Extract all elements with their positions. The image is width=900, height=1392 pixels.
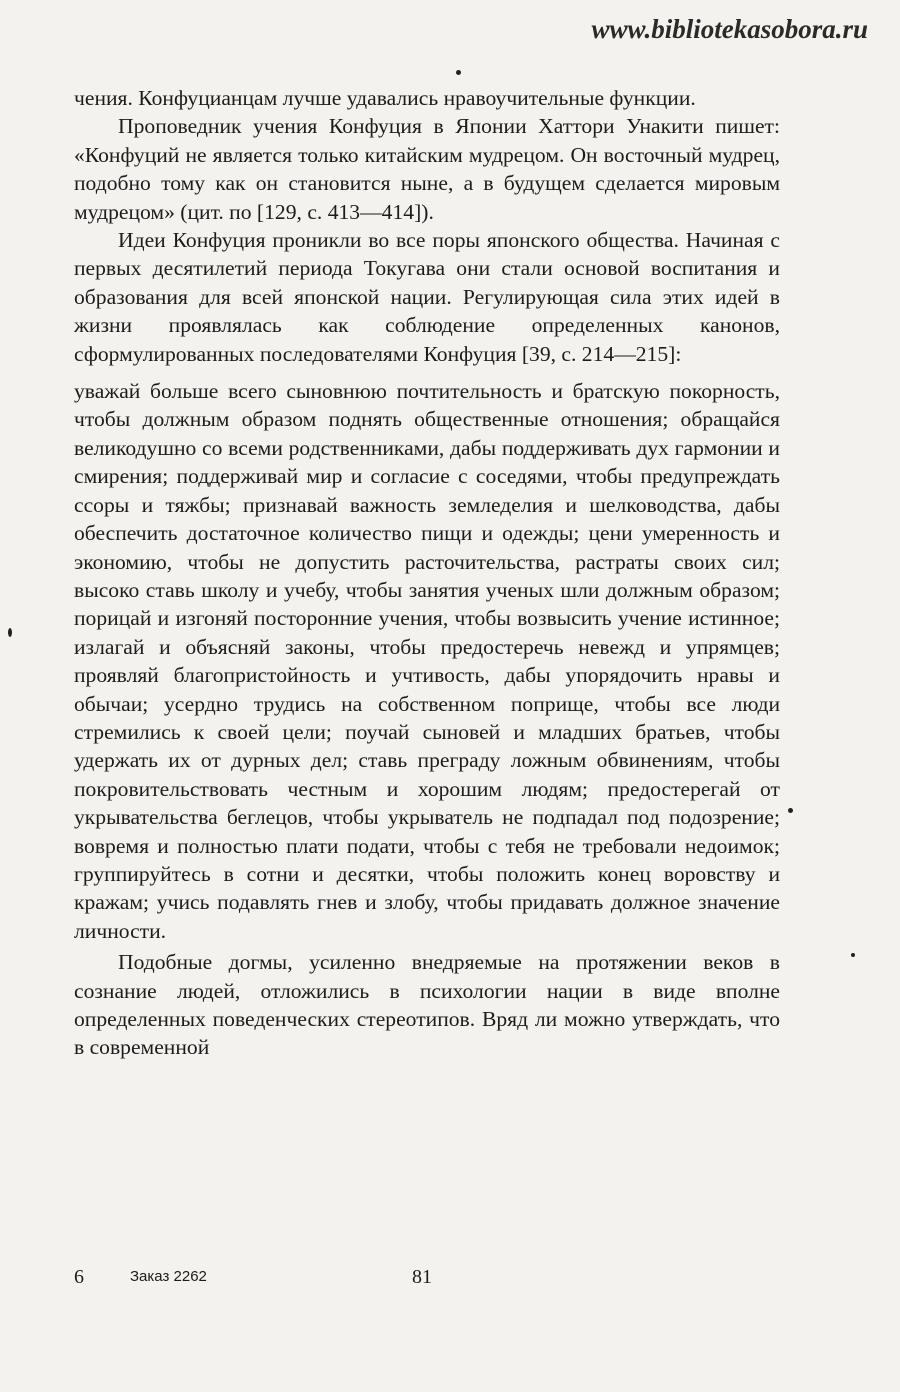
page-number: 81 bbox=[412, 1266, 432, 1288]
signature-number: 6 bbox=[74, 1266, 84, 1288]
paragraph-confucian-ideas: Идеи Конфуция проникли во все поры японского общества. Начиная с первых десятилетий периода Токугава они стали основой воспитания и образования для всей японской нации. Регулирующая сила этих идей в жизни проявлялась как соблюдение определенных канонов, сформулированных последователями Конфуция [39, с. 214—215]: bbox=[74, 228, 780, 366]
canons-quote: уважай больше всего сыновнюю почтительность и братскую покорность, чтобы должным образом поднять общественные отношения; обращайся великодушно со всеми родственниками, дабы поддерживать дух гармонии и смирения; поддерживай мир и согласие с соседями, чтобы предупреждать ссоры и тяжбы; признавай важность земледелия и шелководства, дабы обеспечить достаточное количество пищи и одежды; цени умеренность и экономию, чтобы не допустить расточительства, растраты своих сил; высоко ставь школу и учебу, чтобы занятия ученых шли должным образом; порицай и изгоняй посторонние учения, чтобы возвысить учение истинное; излагай и объясняй законы, чтобы предостеречь невежд и упрямцев; проявляй благопристойность и учтивость, дабы упорядочить нравы и обычаи; усердно трудись на собственном поприще, чтобы все люди стремились к своей цели; поучай сыновей и младших братьев, чтобы удержать их от дурных дел; ставь преграду ложным обвинениям, чтобы покровительствовать честным и хорошим людям; предостерегай от укрывательства беглецов, чтобы укрыватель не подпадал под подозрение; вовремя и полностью плати подати, чтобы с тебя не требовали недоимок; группируйтесь в сотни и десятки, чтобы положить конец воровству и кражам; учись подавлять гнев и злобу, чтобы придавать должное значение личности. bbox=[74, 379, 780, 943]
paragraph-hattori-quote: Проповедник учения Конфуция в Японии Хаттори Унакити пишет: «Конфуций не является только китайским мудрецом. Он восточный мудрец, подобно тому как он становится ныне, а в будущем сделается мировым мудрецом» (цит. по [129, с. 413—414]). bbox=[74, 114, 780, 224]
paragraph-continued: чения. Конфуцианцам лучше удавались нравоучительные функции. bbox=[74, 86, 696, 110]
order-number: Заказ 2262 bbox=[130, 1268, 207, 1285]
scan-speck bbox=[456, 70, 461, 75]
watermark: www.bibliotekasobora.ru bbox=[591, 14, 868, 44]
scan-speck bbox=[851, 953, 855, 957]
scan-speck bbox=[788, 808, 793, 813]
page-text bbox=[74, 84, 780, 1062]
page-footer bbox=[74, 1266, 780, 1296]
scan-speck bbox=[8, 628, 12, 637]
paragraph-dogmas: Подобные догмы, усиленно внедряемые на протяжении веков в сознание людей, отложились в психологии нации в виде вполне определенных поведенческих стереотипов. Вряд ли можно утверждать, что в современной bbox=[74, 950, 780, 1060]
